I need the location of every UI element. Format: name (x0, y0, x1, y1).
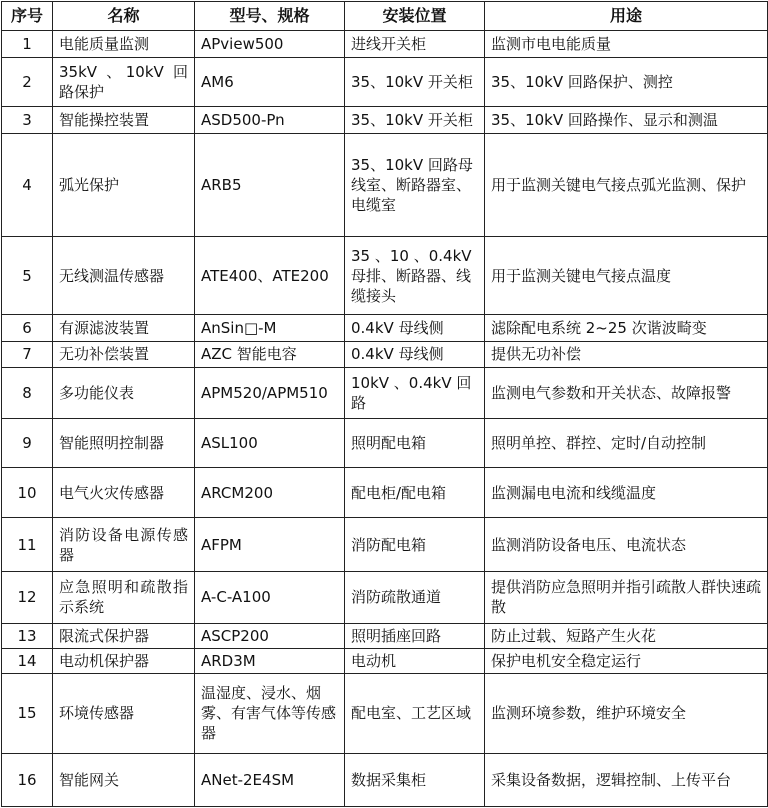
cell-name: 35kV 、10kV 回路保护 (53, 58, 195, 107)
table-row (2, 58, 768, 107)
cell-usage: 照明单控、群控、定时/自动控制 (485, 418, 768, 467)
cell-no: 2 (2, 58, 53, 107)
table-row (2, 31, 768, 58)
header-model: 型号、规格 (195, 2, 345, 31)
table-row (2, 315, 768, 341)
cell-model: AM6 (195, 58, 345, 107)
table-row (2, 571, 768, 623)
table-row (2, 468, 768, 518)
table-row (2, 674, 768, 753)
cell-location: 10kV 、0.4kV 回路 (345, 367, 485, 418)
cell-no: 9 (2, 418, 53, 467)
table-row (2, 649, 768, 674)
cell-model: ARB5 (195, 133, 345, 237)
cell-name: 电气火灾传感器 (53, 468, 195, 518)
cell-usage: 用于监测关键电气接点弧光监测、保护 (485, 133, 768, 237)
cell-usage: 用于监测关键电气接点温度 (485, 237, 768, 315)
cell-location: 照明配电箱 (345, 418, 485, 467)
cell-usage: 35、10kV 回路保护、测控 (485, 58, 768, 107)
table-row (2, 623, 768, 648)
cell-usage: 监测市电电能质量 (485, 31, 768, 58)
cell-no: 14 (2, 649, 53, 674)
cell-model: AFPM (195, 518, 345, 571)
cell-name: 无线测温传感器 (53, 237, 195, 315)
table-row (2, 367, 768, 418)
table-row (2, 418, 768, 467)
cell-name: 电动机保护器 (53, 649, 195, 674)
cell-usage: 监测电气参数和开关状态、故障报警 (485, 367, 768, 418)
cell-location: 35、10kV 开关柜 (345, 107, 485, 133)
cell-model: ARD3M (195, 649, 345, 674)
cell-model: ARCM200 (195, 468, 345, 518)
cell-no: 6 (2, 315, 53, 341)
cell-model: ASCP200 (195, 623, 345, 648)
cell-model: 温湿度、浸水、烟雾、有害气体等传感器 (195, 674, 345, 753)
cell-location: 0.4kV 母线侧 (345, 315, 485, 341)
cell-no: 12 (2, 571, 53, 623)
cell-name: 电能质量监测 (53, 31, 195, 58)
cell-no: 16 (2, 753, 53, 806)
cell-usage: 监测环境参数，维护环境安全 (485, 674, 768, 753)
cell-usage: 滤除配电系统 2~25 次谐波畸变 (485, 315, 768, 341)
table-row (2, 341, 768, 367)
cell-usage: 采集设备数据，逻辑控制、上传平台 (485, 753, 768, 806)
table-row (2, 237, 768, 315)
equipment-table (1, 1, 768, 807)
cell-usage: 保护电机安全稳定运行 (485, 649, 768, 674)
cell-model: ASD500-Pn (195, 107, 345, 133)
cell-name: 环境传感器 (53, 674, 195, 753)
cell-name: 限流式保护器 (53, 623, 195, 648)
cell-no: 15 (2, 674, 53, 753)
cell-location: 0.4kV 母线侧 (345, 341, 485, 367)
cell-name: 有源滤波装置 (53, 315, 195, 341)
cell-no: 5 (2, 237, 53, 315)
table-header-row (2, 2, 768, 31)
cell-location: 消防疏散通道 (345, 571, 485, 623)
cell-usage: 监测漏电电流和线缆温度 (485, 468, 768, 518)
cell-name: 弧光保护 (53, 133, 195, 237)
table-row (2, 107, 768, 133)
cell-no: 11 (2, 518, 53, 571)
cell-usage: 35、10kV 回路操作、显示和测温 (485, 107, 768, 133)
cell-model: ASL100 (195, 418, 345, 467)
cell-model: A-C-A100 (195, 571, 345, 623)
cell-name: 智能网关 (53, 753, 195, 806)
table-row (2, 518, 768, 571)
cell-location: 电动机 (345, 649, 485, 674)
cell-location: 数据采集柜 (345, 753, 485, 806)
cell-model: APview500 (195, 31, 345, 58)
cell-name: 智能操控装置 (53, 107, 195, 133)
cell-usage: 监测消防设备电压、电流状态 (485, 518, 768, 571)
cell-location: 35、10kV 回路母线室、断路器室、电缆室 (345, 133, 485, 237)
cell-location: 配电室、工艺区域 (345, 674, 485, 753)
cell-no: 7 (2, 341, 53, 367)
cell-no: 10 (2, 468, 53, 518)
header-usage: 用途 (485, 2, 768, 31)
cell-name: 智能照明控制器 (53, 418, 195, 467)
header-no: 序号 (2, 2, 53, 31)
cell-location: 35、10kV 开关柜 (345, 58, 485, 107)
cell-usage: 提供无功补偿 (485, 341, 768, 367)
cell-model: APM520/APM510 (195, 367, 345, 418)
cell-usage: 防止过载、短路产生火花 (485, 623, 768, 648)
cell-no: 4 (2, 133, 53, 237)
cell-location: 进线开关柜 (345, 31, 485, 58)
table-row (2, 753, 768, 806)
cell-model: ATE400、ATE200 (195, 237, 345, 315)
cell-no: 13 (2, 623, 53, 648)
cell-location: 配电柜/配电箱 (345, 468, 485, 518)
cell-name: 无功补偿装置 (53, 341, 195, 367)
header-location: 安装位置 (345, 2, 485, 31)
cell-no: 8 (2, 367, 53, 418)
cell-location: 35 、10 、0.4kV 母排、断路器、线缆接头 (345, 237, 485, 315)
cell-name: 多功能仪表 (53, 367, 195, 418)
header-name: 名称 (53, 2, 195, 31)
cell-model: AnSin□-M (195, 315, 345, 341)
cell-name: 消防设备电源传感器 (53, 518, 195, 571)
cell-no: 1 (2, 31, 53, 58)
cell-model: AZC 智能电容 (195, 341, 345, 367)
cell-name: 应急照明和疏散指示系统 (53, 571, 195, 623)
cell-location: 消防配电箱 (345, 518, 485, 571)
cell-usage: 提供消防应急照明并指引疏散人群快速疏散 (485, 571, 768, 623)
cell-no: 3 (2, 107, 53, 133)
cell-model: ANet-2E4SM (195, 753, 345, 806)
table-row (2, 133, 768, 237)
cell-location: 照明插座回路 (345, 623, 485, 648)
